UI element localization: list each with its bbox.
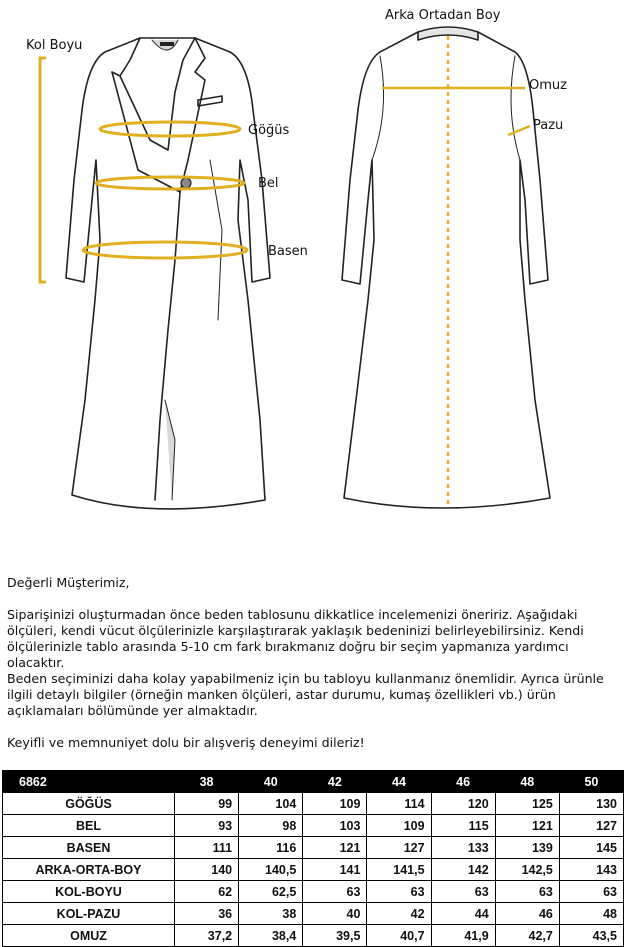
table-cell: 43,5 (559, 925, 623, 947)
table-cell: 142 (431, 859, 495, 881)
table-cell: 63 (431, 881, 495, 903)
row-label: GÖĞÜS (3, 793, 175, 815)
table-row (3, 881, 624, 903)
sleeve-length-bracket (40, 58, 46, 282)
table-cell: 121 (495, 815, 559, 837)
table-cell: 40,7 (367, 925, 431, 947)
row-label: OMUZ (3, 925, 175, 947)
front-measure-marks (40, 58, 247, 282)
table-cell: 40 (303, 903, 367, 925)
table-cell: 46 (495, 903, 559, 925)
back-coat-view (342, 27, 550, 508)
table-cell: 125 (495, 793, 559, 815)
header-size: 42 (303, 771, 367, 793)
table-cell: 103 (303, 815, 367, 837)
table-cell: 114 (367, 793, 431, 815)
upper-arm-line (508, 126, 530, 135)
table-cell: 38,4 (239, 925, 303, 947)
front-lining-slit (165, 400, 175, 500)
header-size: 44 (367, 771, 431, 793)
table-cell: 42,7 (495, 925, 559, 947)
table-cell: 141 (303, 859, 367, 881)
table-cell: 141,5 (367, 859, 431, 881)
table-cell: 98 (239, 815, 303, 837)
notice-paragraph-1: Siparişinizi oluşturmadan önce beden tablosunu dikkatlice incelemenizi öneririz. Aşağıdaki ölçüleri, kendi vücut ölçülerinizle karşılaştırarak yaklaşık bedeninizi belirleyebilirsiniz. Kendi ölçülerinizle tablo arasında 5-10 cm fark bırakmanız doğru bir seçim yapmanıza yardımcı olacaktır. (7, 607, 584, 670)
table-cell: 36 (175, 903, 239, 925)
front-coat-view (66, 38, 270, 509)
table-cell: 142,5 (495, 859, 559, 881)
table-cell: 127 (367, 837, 431, 859)
header-size: 46 (431, 771, 495, 793)
table-cell: 62,5 (239, 881, 303, 903)
front-left-sleeve-seam (92, 160, 96, 200)
chest-label: Göğüs (248, 123, 290, 138)
waist-label: Bel (258, 176, 279, 191)
table-cell: 48 (559, 903, 623, 925)
table-cell: 63 (495, 881, 559, 903)
table-cell: 39,5 (303, 925, 367, 947)
front-lapel-right (180, 38, 205, 192)
table-cell: 104 (239, 793, 303, 815)
table-row (3, 815, 624, 837)
row-label: BEL (3, 815, 175, 837)
table-cell: 127 (559, 815, 623, 837)
table-cell: 63 (559, 881, 623, 903)
table-row (3, 859, 624, 881)
size-table (2, 770, 624, 947)
table-cell: 93 (175, 815, 239, 837)
table-cell: 41,9 (431, 925, 495, 947)
table-cell: 44 (431, 903, 495, 925)
table-cell: 145 (559, 837, 623, 859)
header-size: 40 (239, 771, 303, 793)
table-cell: 140 (175, 859, 239, 881)
shoulder-label: Omuz (529, 78, 567, 93)
table-cell: 140,5 (239, 859, 303, 881)
back-coat-outline (342, 32, 550, 508)
table-row (3, 837, 624, 859)
size-table-header-row (3, 771, 624, 793)
table-cell: 99 (175, 793, 239, 815)
row-label: KOL-BOYU (3, 881, 175, 903)
customer-notice (7, 575, 619, 751)
back-armhole-right (511, 56, 520, 160)
table-row (3, 925, 624, 947)
table-cell: 62 (175, 881, 239, 903)
table-cell: 116 (239, 837, 303, 859)
table-cell: 109 (367, 815, 431, 837)
table-cell: 121 (303, 837, 367, 859)
back-length-label: Arka Ortadan Boy (385, 8, 501, 23)
hip-measure-ring (83, 242, 247, 258)
table-cell: 42 (367, 903, 431, 925)
notice-greeting: Değerli Müşterimiz, (7, 575, 130, 590)
front-neck-tag (160, 42, 174, 46)
upper-arm-label: Pazu (533, 118, 564, 133)
hip-label: Basen (268, 244, 308, 259)
table-cell: 63 (367, 881, 431, 903)
front-collar (120, 38, 195, 150)
table-cell: 109 (303, 793, 367, 815)
back-measure-marks (382, 36, 530, 508)
header-model-code: 6862 (3, 771, 175, 793)
table-cell: 133 (431, 837, 495, 859)
front-button (181, 178, 191, 188)
front-center-line (155, 192, 180, 500)
header-size: 48 (495, 771, 559, 793)
table-cell: 120 (431, 793, 495, 815)
header-size: 38 (175, 771, 239, 793)
notice-paragraph-2: Beden seçiminizi daha kolay yapabilmeniz için bu tabloyu kullanmanız önemlidir. Ayrıca ürünle ilgili detaylı bilgiler (örneğin manken ölçüleri, astar durumu, kumaş özellikleri vb.) ürün açıklamaları bölümünde yer almaktadır. (7, 671, 604, 718)
back-armhole-left (372, 56, 384, 160)
row-label: BASEN (3, 837, 175, 859)
table-row (3, 903, 624, 925)
table-cell: 63 (303, 881, 367, 903)
table-cell: 143 (559, 859, 623, 881)
table-row (3, 793, 624, 815)
table-cell: 111 (175, 837, 239, 859)
row-label: KOL-PAZU (3, 903, 175, 925)
header-size: 50 (559, 771, 623, 793)
row-label: ARKA-ORTA-BOY (3, 859, 175, 881)
table-cell: 139 (495, 837, 559, 859)
table-cell: 130 (559, 793, 623, 815)
table-cell: 115 (431, 815, 495, 837)
sleeve-length-label: Kol Boyu (26, 38, 83, 53)
front-side-seam (210, 160, 222, 320)
table-cell: 38 (239, 903, 303, 925)
notice-closing: Keyifli ve memnuniyet dolu bir alışveriş deneyimi dileriz! (7, 735, 365, 750)
table-cell: 37,2 (175, 925, 239, 947)
